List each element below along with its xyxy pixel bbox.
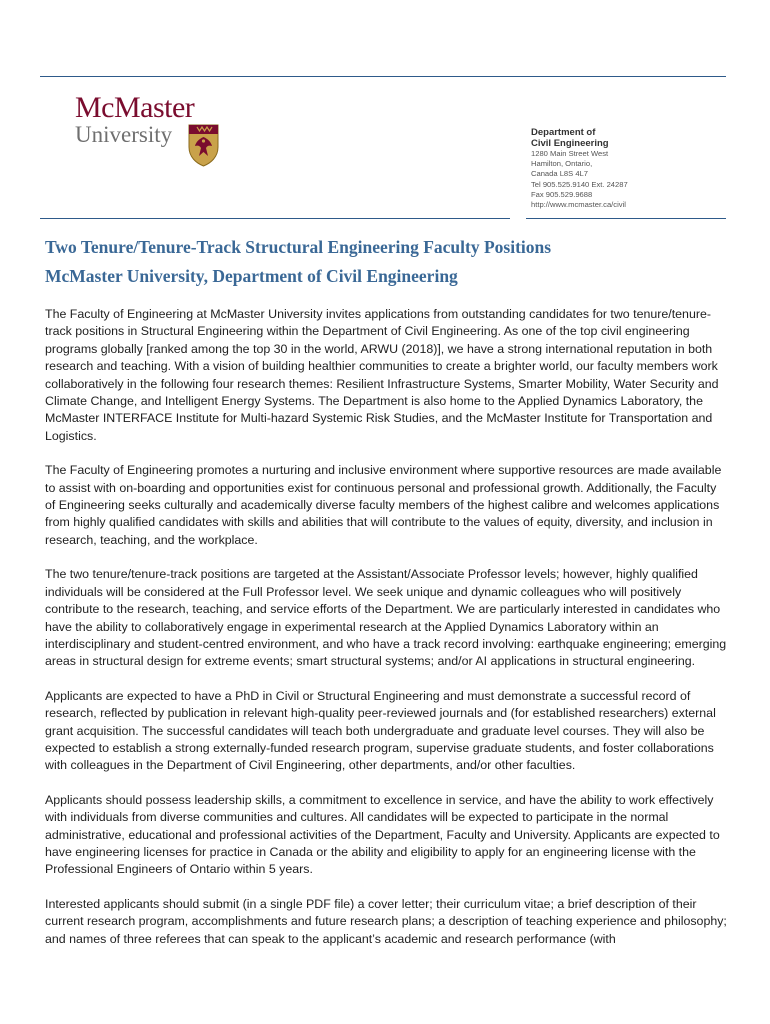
mcmaster-logo [75,93,225,175]
header-top-rule [40,76,726,77]
document-title: Two Tenure/Tenure-Track Structural Engineering Faculty Positions [45,237,552,257]
department-name-line1: Department of [531,127,596,138]
address-fax: Fax 905.529.9688 [531,189,593,199]
address-city: Hamilton, Ontario, [531,159,593,169]
paragraph-positions: The two tenure/tenure-track positions are targeted at the Assistant/Associate Professor levels; however, highly qualified individuals will be considered at the Full Professor level. We seek unique and dynamic colleagues who will positively contribute to the research, teaching, and service efforts of the Department. We are particularly interested in candidates who have the ability to collaboratively engage in experimental research at the Applied Dynamics Laboratory within an interdisciplinary and student-centred environment, and who have a track record involving: earthquake engineering; emerging areas in structural design for extreme events; smart structural systems; and/or AI applications in structural engineering. [45,567,727,669]
address-phone: Tel 905.525.9140 Ext. 24287 [531,179,628,189]
document-body [45,306,729,965]
paragraph-requirements: Applicants are expected to have a PhD in Civil or Structural Engineering and must demonstrate a successful record of research, reflected by publication in relevant high-quality peer-reviewed journals and (for established researchers) external grant acquisition. The successful candidates will teach both undergraduate and graduate level courses. They will also be expected to establish a strong externally-funded research program, supervise graduate students, and foster collaborations with colleagues in the Department of Civil Engineering, other departments, and/or other faculties. [45,688,716,773]
document-subtitle: McMaster University, Department of Civil Engineering [45,266,458,286]
paragraph-environment: The Faculty of Engineering promotes a nurturing and inclusive environment where supportive resources are made available to assist with on-boarding and opportunities exist for continuous personal and professional growth. Additionally, the Faculty of Engineering seeks culturally and academically diverse faculty members of the highest calibre and welcomes applications from highly qualified candidates with skills and abilities that will contribute to the values of equity, diversity, and inclusion in research, teaching, and the workplace. [45,463,722,547]
logo-wordmark-mcmaster: McMaster [75,91,195,124]
university-crest-icon [187,123,220,167]
paragraph-qualifications: Applicants should possess leadership skills, a commitment to excellence in service, and have the ability to work effectively with individuals from diverse communities and cultures. All candidates will be expected to participate in the normal administrative, educational and professional activities of the Department, Faculty and University. Applicants are expected to have engineering licenses for practice in Canada or the ability and eligibility to apply for an engineering license with the Professional Engineers of Ontario within 5 years. [45,792,720,877]
department-address-block [531,127,721,210]
address-street: 1280 Main Street West [531,149,609,158]
paragraph-intro: The Faculty of Engineering at McMaster University invites applications from outstanding candidates for two tenure/tenure-track positions in Structural Engineering within the Department of Civil Engineering. As one of the top civil engineering programs globally [ranked among the top 30 in the world, ARWU (2018)], we have a strong international reputation in both research and teaching. With a vision of building healthier communities to create a brighter world, our faculty members work collaboratively in the following four research themes: Resilient Infrastructure Systems, Smarter Mobility, Water Security and Climate Change, and Intelligent Energy Systems. The Department is also home to the Applied Dynamics Laboratory, the McMaster INTERFACE Institute for Multi-hazard Systemic Risk Studies, and the McMaster Institute for Transportation and Logistics. [45,307,719,443]
address-website: http://www.mcmaster.ca/civil [531,200,626,210]
header-bottom-rule-right [526,218,726,219]
header-bottom-rule-left [40,218,510,219]
logo-wordmark-university: University [75,122,173,147]
department-name-line2: Civil Engineering [531,138,609,149]
paragraph-application: Interested applicants should submit (in a single PDF file) a cover letter; their curriculum vitae; a brief description of their current research program, accomplishments and future research plans; a description of teaching experience and philosophy; and names of three referees that can speak to the applicant’s academic and research performance (with [45,896,727,946]
address-postal: Canada L8S 4L7 [531,169,589,179]
